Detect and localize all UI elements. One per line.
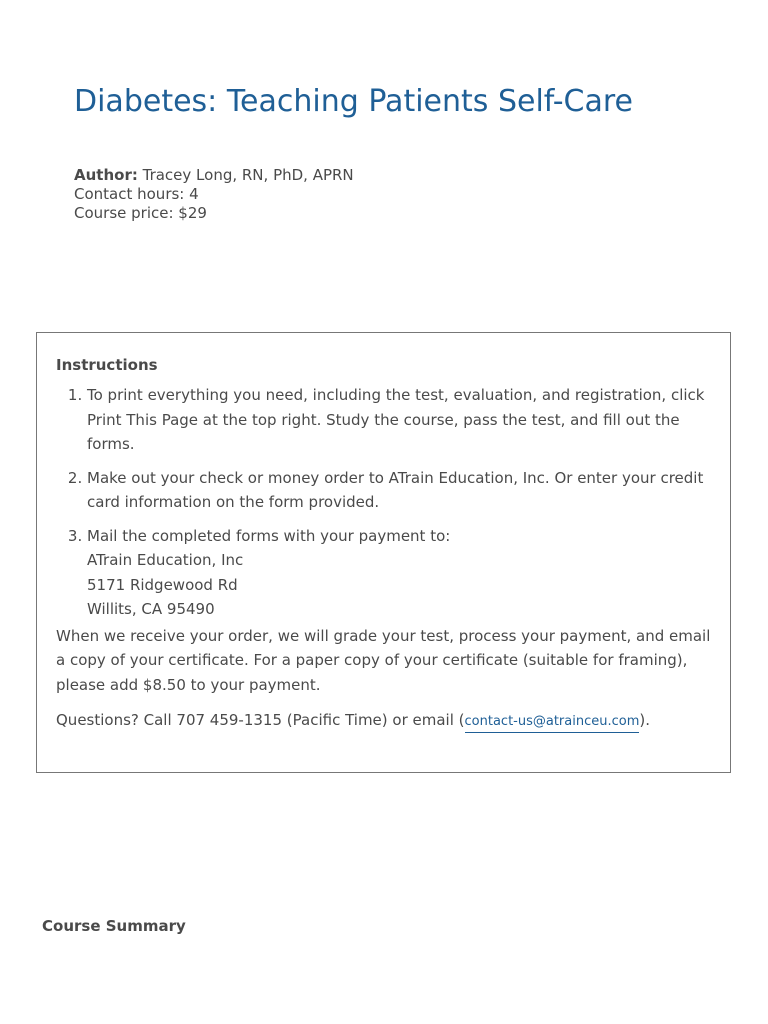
author-label: Author: <box>74 166 138 184</box>
course-meta <box>74 166 354 223</box>
address-line-2: 5171 Ridgewood Rd <box>87 575 238 594</box>
course-summary-heading: Course Summary <box>42 917 186 935</box>
course-price: Course price: $29 <box>74 204 207 222</box>
address-line-3: Willits, CA 95490 <box>87 600 215 618</box>
instruction-step: 3. Mail the completed forms with your payment to: ATrain Education, Inc 5171 Ridgewood Rd Willits, CA 95490 <box>87 524 716 622</box>
instructions-list <box>56 383 716 622</box>
instruction-step: 2. Make out your check or money order to ATrain Education, Inc. Or enter your credit card information on the form provided. <box>87 466 716 515</box>
email-link[interactable]: contact-us@atrainceu.com <box>465 714 640 733</box>
address-line-1: ATrain Education, Inc <box>87 551 244 569</box>
author-name: Tracey Long, RN, PhD, APRN <box>137 166 354 184</box>
contact-hours: Contact hours: 4 <box>74 185 199 203</box>
instructions-heading: Instructions <box>56 356 158 374</box>
page-title: Diabetes: Teaching Patients Self-Care <box>74 84 633 119</box>
instructions-box <box>36 332 731 773</box>
author-line <box>74 166 354 185</box>
order-text: When we receive your order, we will grade your test, process your payment, and email a copy of your certificate. For a paper copy of your certificate (suitable for framing), please add $8.50 to your payment. <box>56 626 711 694</box>
questions-text: Questions? Call 707 459-1315 (Pacific Time) or email (contact-us@atrainceu.com). <box>56 708 716 735</box>
instruction-step: 1. To print everything you need, including the test, evaluation, and registration, click Print This Page at the top right. Study the course, pass the test, and fill out the forms. <box>87 383 716 457</box>
